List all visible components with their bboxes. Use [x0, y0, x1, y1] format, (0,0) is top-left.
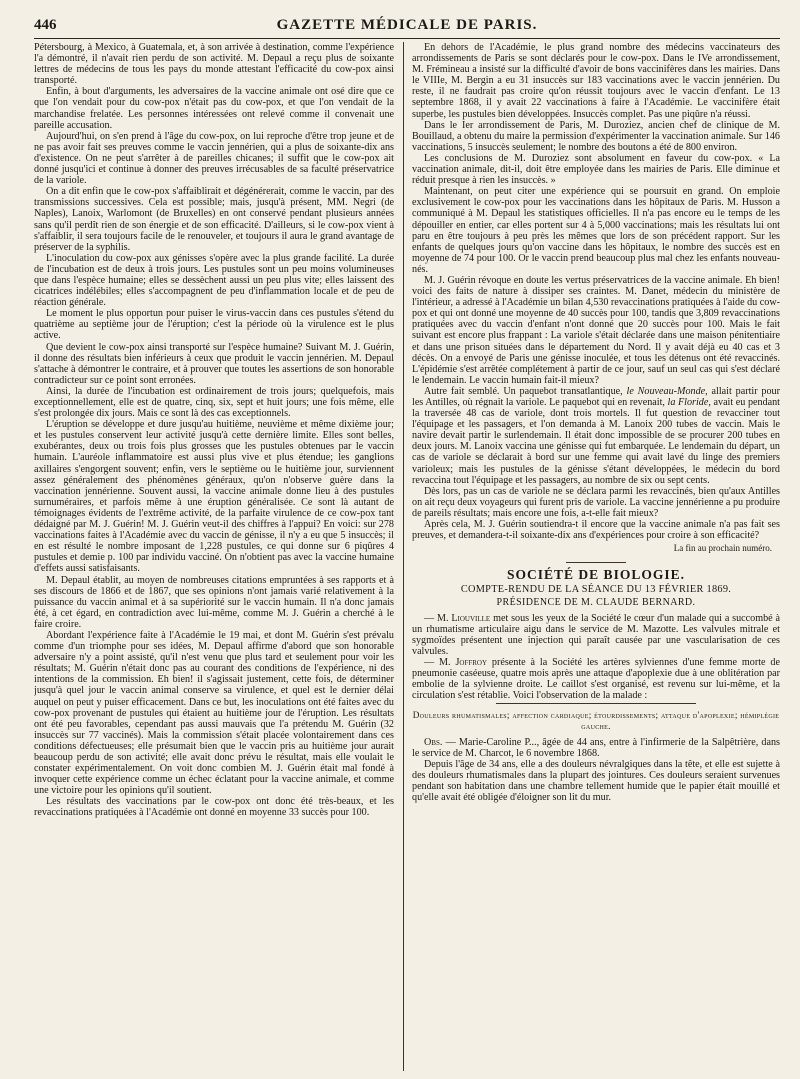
ship-name: le Nouveau-Monde	[626, 385, 706, 397]
paragraph: Ainsi, la durée de l'incubation est ordinairement de trois jours; quelquefois, mais exceptionnellement, elle est de quatre, cinq, six, sept et huit jours; une fois même, elle s'est prolongée dix jours. Mais ce sont là des cas exceptionnels.	[34, 385, 394, 420]
ship-name: la Floride	[667, 397, 709, 408]
paragraph: Abordant l'expérience faite à l'Académie le 19 mai, et dont M. Guérin s'est prévalu comme d'un triomphe pour ses idées, M. Depaul affirme d'abord que son honorable adversaire n'y a point assisté, qu'il n'est venu que plus tard et seulement pour voir les résultats; M. Guérin n'était donc pas au courant des conditions de l'expérience, ni des intentions de la commission. Eh bien! il s'agissait justement, cette fois, de déterminer jusqu'à quel jour le vaccin animal conserve sa virulence, et quel est le dernier délai auquel on peut y puiser efficacement. Dans ce but, les inoculations ont été faites avec du cow-pox provenant de pustules qui étaient au huitième jour de l'éruption. Les résultats ont été peu favorables, cependant pas aussi mauvais que l'a prétendu M. Guérin (32 insuccès sur 77 vaccinés). Mais la commission s'était placée volontairement dans ces conditions défectueuses; elle présumait bien que le vaccin pris au huitième jour aurait beaucoup perdu de son activité; elle avait donc prévu le résultat, mais elle voulait le constater expérimentalement. On voit donc combien M. J. Guérin était mal fondé à invoquer cette expérience comme un échec éclatant pour la vaccine animale, et comme une victoire pour les opinions qu'il soutient.	[34, 629, 394, 797]
paragraph: L'éruption se développe et dure jusqu'au huitième, neuvième et même dixième jour; et les pustules conservent leur activité jusqu'à cette dernière limite. Elles sont belles, exubérantes, deux ou trois fois plus grosses que les pustules obtenues par le vaccin humain. L'auréole inflammatoire est aussi plus vive et plus étendue; les ganglions axillaires s'engorgent souvent; enfin, vers le septième ou le huitième jour, surviennent assez généralement des phénomènes généraux, qu'on n'observe guère dans la vaccination jennérienne. Souvent aussi, la vaccine animale donne lieu à des pustules surnuméraires, et parfois même à une éruption généralisée. Ce sont là autant de témoignages évidents de l'extrême activité, de la parfaite virulence de ce cow-pox tant dédaigné par M. J. Guérin! M. J. Guérin veut-il des chiffres à l'appui? En voici: sur 278 vaccinations faites à l'Académie avec du vaccin de génisse, il n'y a eu que 5 insuccès; il en est résulté le nombre imposant de 1,228 pustules, ce qui donne sur 6 piqûres 4 pustules et demie p. 100 par individu vacciné. On n'obtient pas avec la vaccine humaine d'effets aussi satisfaisants.	[34, 419, 394, 575]
paragraph	[412, 657, 780, 701]
observation-topics: Douleurs rhumatismales; affection cardiaque; étourdissements; attaque d'apoplexie; hémiplégie gauche.	[412, 710, 780, 732]
paragraph: En dehors de l'Académie, le plus grand nombre des médecins vaccinateurs des arrondissements de Paris se sont déclarés pour le cow-pox. Dans le IVe arrondissement, M. Frémineau a insisté sur la difficulté d'avoir de bons vaccinifères dans les mairies. Dans le VIIIe, M. Bergin a eu 31 insuccès sur 183 vaccinations avec le vaccin jennérien. Du reste, il ne faudrait pas croire qu'on réussit toujours avec le vaccin d'enfant. Le 13 septembre 1868, il y avait 22 vaccinations à faire à l'Académie. Le vaccinifère était superbe, les pustules bien développées. Insuccès complet. Pas une piqûre n'a réussi.	[412, 42, 780, 120]
paragraph-paquebot	[412, 386, 780, 486]
text-run: , avait eu pendant la traversée 48 cas de variole, dont trois mortels. Il fut question de revacciner tout l'équipage et les passagers, et l'on demanda à M. Lanoix 200 tubes de vaccin. Mais le navire devait partir le surlendemain. Il était donc impossible de se procurer 200 tubes en deux jours. M. Lanoix vaccina une génisse qui fut embarquée. Le lendemain du départ, un cas de variole se déclarait à bord sur une femme qui avait lavé du linge des premiers varioleux; mais les pustules de la génisse s'étant développées, le médecin du bord revaccina tout l'équipage et les passagers, au nombre de six ou sept cents.	[412, 397, 780, 486]
paragraph: M. J. Guérin révoque en doute les vertus préservatrices de la vaccine animale. Eh bien! voici des faits de nature à dissiper ses craintes. M. Danet, médecin du ministère de l'intérieur, a adressé à l'Académie un bilan 4,530 revaccinations pratiquées à l'aide du cow-pox et qui ont donné une moyenne de 40 succès pour 100, tandis que 3,809 revaccinations pratiquées avec du vaccin d'enfant n'ont donné que 20 succès pour 100. Mais le fait suivant est encore plus frappant : La variole s'était déclarée dans une maison pénitentiaire et dans une prison situées dans le département du Nord. Il y avait déjà eu 40 cas et 3 décès. On a envoyé de Paris une génisse inoculée, et tous les détenus ont été revaccinés. L'épidémie s'est arrêtée complétement à partir de ce jour, sauf un seul cas qui s'est déclaré le lendemain. Le vaccin humain fait-il mieux?	[412, 274, 780, 386]
section-subtitle: COMPTE-RENDU DE LA SÉANCE DU 13 FÉVRIER 1869.	[460, 584, 732, 596]
paragraph: Les conclusions de M. Duroziez sont absolument en faveur du cow-pox. « La vaccination animale, dit-il, doit être employée dans les mairies de Paris. Elle diminue et réduit presque à rien les insuccès. »	[412, 152, 780, 187]
newspaper-page	[34, 16, 780, 1071]
paragraph: Le moment le plus opportun pour puiser le virus-vaccin dans ces pustules s'étend du quatrième au septième jour de l'éruption; c'est la période où la virulence est le plus active.	[34, 308, 394, 342]
paragraph: Les résultats des vaccinations par le cow-pox ont donc été très-beaux, et les revaccinations pratiquées à l'Académie ont donné en moyenne 33 succès pour 100.	[34, 796, 394, 819]
running-title: GAZETTE MÉDICALE DE PARIS.	[276, 17, 538, 33]
paragraph: Depuis l'âge de 34 ans, elle a des douleurs névralgiques dans la tête, et elle est sujette à des douleurs rhumatismales dans la plupart des jointures. Ces douleurs seraient survenues pendant son habitation dans une chambre tellement humide que le papier était mouillé et qu'elle avait été obligée d'éloigner son lit du mur.	[412, 758, 780, 803]
paragraph: L'inoculation du cow-pox aux génisses s'opère avec la plus grande facilité. La durée de l'incubation est de deux à trois jours. Les pustules sont un peu moins volumineuses que dans l'espèce humaine; elles se dessèchent aussi un peu plus vite; elles laissent des cicatrices indélébiles; elles s'accompagnent de peu d'inflammation locale et de peu de réaction générale.	[34, 252, 394, 309]
paragraph	[412, 737, 780, 759]
page-number: 446	[34, 17, 57, 33]
text-run: présente à la Société les artères sylviennes d'une femme morte de pneumonie caséeuse, quatre mois après une attaque d'apoplexie due à une oblitération par embolie de la sylvienne droite. Le caillot s'est organisé, est revenu sur lui-même, et la circulation s'est rétablie. Voici l'observation de la malade :	[412, 656, 780, 702]
continuation-note: La fin au prochain numéro.	[673, 543, 772, 554]
speaker-name: — M. Joffroy	[424, 656, 488, 668]
page-header	[34, 16, 780, 39]
paragraph: Dans le Ier arrondissement de Paris, M. Duroziez, ancien chef de clinique de M. Bouillaud, a obtenu du maire la permission d'expérimenter la vaccination animale. Sur 146 vaccinations, 5 insuccès seulement; le nombre des boutons a été de 800 environ.	[412, 119, 780, 153]
paragraph	[412, 613, 780, 657]
paragraph: Que devient le cow-pox ainsi transporté sur l'espèce humaine? Suivant M. J. Guérin, il donne des résultats bien inférieurs à ceux que produit le vaccin jennérien. M. Depaul s'attache à démontrer le contraire, et à prouver que toutes les assertions de son honorable contradicteur sur ce point sont erronées.	[34, 341, 394, 386]
text-run: Autre fait semblé. Un paquebot transatlantique,	[424, 385, 627, 397]
paragraph: Après cela, M. J. Guérin soutiendra-t il encore que la vaccine animale n'a pas fait ses preuves, et demandera-t-il soixante-dix ans d'expériences pour croire à son efficacité?	[412, 519, 780, 542]
columns	[34, 42, 780, 1071]
paragraph: On a dit enfin que le cow-pox s'affaiblirait et dégénérerait, comme le vaccin, par des transmissions successives. Cela est possible; mais, jusqu'à présent, MM. Negri (de Naples), Lanoix, Warlomont (de Bruxelles) en ont conservé pendant plusieurs années sans qu'il perdît rien de son énergie et de son efficacité. D'ailleurs, si le cow-pox vient à s'affaiblir, il sera toujours facile de le renouveler, et toujours il aura le grand avantage de préserver de la syphilis.	[34, 186, 394, 253]
section-title: SOCIÉTÉ DE BIOLOGIE.	[507, 567, 685, 583]
paragraph: Pétersbourg, à Mexico, à Guatemala, et, à son arrivée à destination, comme l'expérience l'a démontré, il n'avait rien perdu de son activité. M. Depaul a reçu plus de soixante lettres de médecins de tous les pays du monde attestant l'efficacité du cow-pox ainsi transporté.	[34, 42, 394, 87]
observation-label: Obs.	[424, 736, 443, 748]
text-run: met sous les yeux de la Société le cœur d'un malade qui a succombé à un rhumatisme articulaire aigu dans le service de M. Mazotte. Les valvules mitrale et sygmoïdes présentent une injection qui paraît causée par une vascularisation de ces valvules.	[412, 612, 780, 657]
paragraph: Dès lors, pas un cas de variole ne se déclara parmi les revaccinés, bien qu'aux Antilles on ait reçu deux voyageurs qui furent pris de variole. La vaccine jennérienne a pu produire de pareils résultats; mais encore une fois, a-t-elle fait mieux?	[412, 485, 780, 519]
speaker-name: — M. Liouville	[424, 612, 491, 624]
column-divider	[403, 42, 404, 1071]
paragraph: Enfin, à bout d'arguments, les adversaires de la vaccine animale ont osé dire que ce que l'on vendait pour du cow-pox n'était pas du cow-pox, et que l'on vendait de la marchandise frelatée. Les personnes intéressées ont relevé comme il convenait une pareille accusation.	[34, 86, 394, 131]
section-divider	[566, 562, 626, 563]
right-column	[412, 42, 780, 1071]
paragraph: M. Depaul établit, au moyen de nombreuses citations empruntées à ses rapports et à ses discours de 1866 et de 1867, que ses opinions n'ont jamais varié relativement à la puissance du vaccin animal et à sa supériorité sur le vaccin humain. Il n'a donc jamais été, à cet égard, en contradiction avec lui-même, comme M. J. Guérin a cherché à le faire croire.	[34, 574, 394, 630]
presidency-line: PRÉSIDENCE DE M. CLAUDE BERNARD.	[496, 596, 696, 608]
topics-divider	[496, 703, 696, 704]
left-column	[34, 42, 394, 1071]
text-run: , allait partir pour les Antilles, où régnait la variole. Le paquebot qui en revenait,	[412, 385, 780, 408]
paragraph: Maintenant, on peut citer une expérience qui se poursuit en grand. On emploie exclusivement le cow-pox pour les vaccinations dans les hôpitaux de Paris. M. Husson a communiqué à M. Depaul les statistiques officielles. Il n'a pas encore eu le temps de les dépouiller en entier, car elles portent sur 4 à 5,000 vaccinations; mais les résultats lui ont paru en être toujours à peu près les mêmes que lors de son précédent rapport. Sur les enfants de quelques jours qu'on vaccine dans les hôpitaux, le nombre des succès est en moyenne de 74 pour 100. Or le vaccin prend beaucoup plus mal chez les enfants nouveau-nés.	[412, 186, 780, 275]
text-run: — Marie-Caroline P..., âgée de 44 ans, entre à l'infirmerie de la Salpêtrière, dans le service de M. Charcot, le 6 novembre 1868.	[412, 736, 780, 759]
paragraph: Aujourd'hui, on s'en prend à l'âge du cow-pox, on lui reproche d'être trop jeune et de ne pas avoir fait ses preuves comme le vaccin jennérien, qui a plus de soixante-dix ans d'existence. On ne peut s'arrêter à de pareilles chicanes; il suffit que le cow-pox ait donné jusqu'ici et continue à donner des preuves irrécusables de sa faculté préservatrice de la variole.	[34, 130, 394, 187]
